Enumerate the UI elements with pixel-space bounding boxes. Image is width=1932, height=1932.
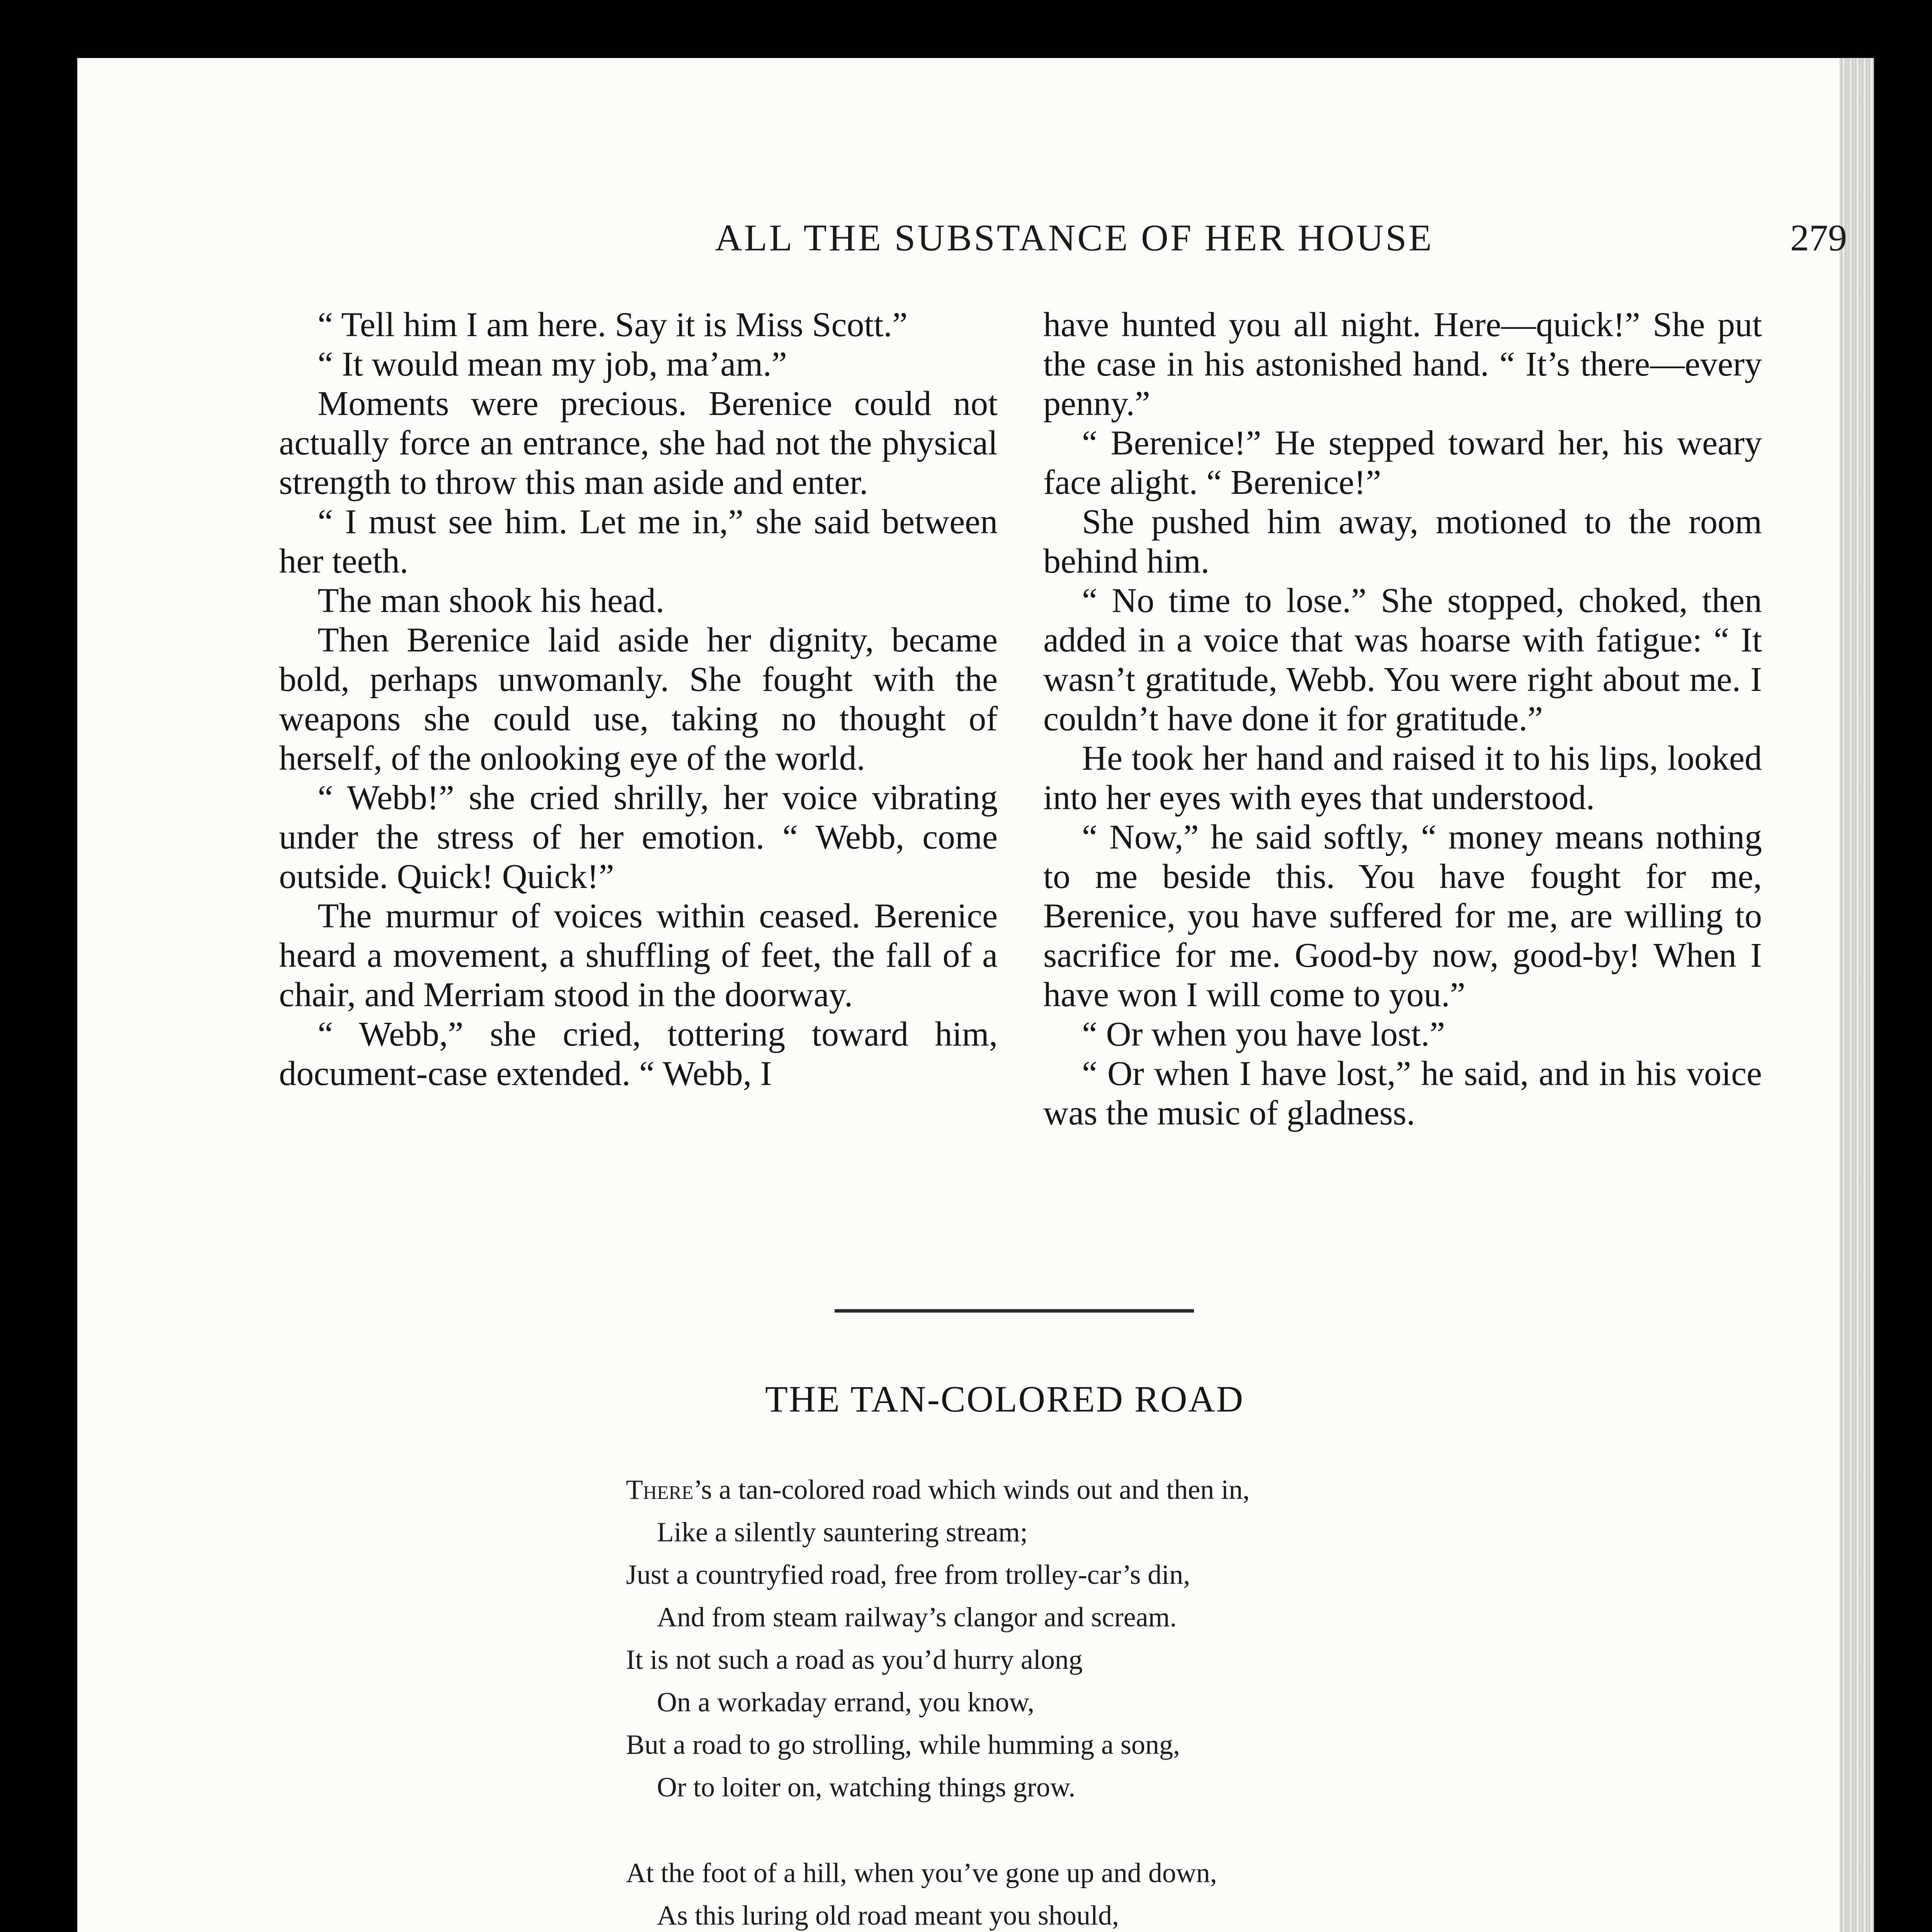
section-divider [835, 1309, 1194, 1313]
poem-line: Or to loiter on, watching things grow. [657, 1772, 1076, 1803]
poem-line: Just a countryfied road, free from trolley-car’s din, [626, 1559, 1190, 1590]
story-paragraph: “ No time to lose.” She stopped, choked, then added in a voice that was hoarse with fatigue: “ It wasn’t gratitude, Webb. You were right about me. I couldn’t have done it for gratitude.” [1043, 582, 1762, 738]
poem-line: At the foot of a hill, when you’ve gone up and down, [626, 1857, 1217, 1888]
poem-stanza [626, 1468, 1669, 1808]
story-paragraph: “ It would mean my job, ma’am.” [318, 345, 787, 383]
story-paragraph: “ Tell him I am here. Say it is Miss Scott.” [318, 306, 908, 344]
story-paragraph-continuation: have hunted you all night. Here—quick!” She put the case in his astonished hand. “ It’s there—every penny.” [1043, 306, 1762, 423]
story-paragraph: “ Webb!” she cried shrilly, her voice vibrating under the stress of her emotion. “ Webb, come outside. Quick! Quick!” [279, 779, 998, 896]
story-paragraph: “ Webb,” she cried, tottering toward him, document-case extended. “ Webb, I [279, 1015, 998, 1093]
poem-line [626, 1468, 1669, 1511]
poem-title: THE TAN-COLORED ROAD [765, 1378, 1244, 1420]
story-paragraph: He took her hand and raised it to his lips, looked into her eyes with eyes that understood. [1043, 739, 1762, 817]
story-paragraph: Then Berenice laid aside her dignity, became bold, perhaps unwomanly. She fought with the weapons she could use, taking no thought of herself, of the onlooking eye of the world. [279, 621, 998, 777]
poem-line: Like a silently sauntering stream; [657, 1517, 1028, 1548]
running-head: ALL THE SUBSTANCE OF HER HOUSE [715, 217, 1434, 259]
poem [626, 1468, 1669, 1932]
story-paragraph: Moments were precious. Berenice could not actually force an entrance, she had not the physical strength to throw this man aside and enter. [279, 384, 998, 502]
poem-line: On a workaday errand, you know, [657, 1687, 1035, 1718]
story-right-column [1043, 305, 1762, 1133]
page-number: 279 [1790, 217, 1847, 259]
story-paragraph: “ Berenice!” He stepped toward her, his weary face alight. “ Berenice!” [1043, 424, 1762, 502]
poem-stanza [626, 1852, 1669, 1932]
story-paragraph: “ I must see him. Let me in,” she said between her teeth. [279, 503, 998, 580]
story-paragraph: The murmur of voices within ceased. Berenice heard a movement, a shuffling of feet, the fall of a chair, and Merriam stood in the doorway. [279, 897, 998, 1014]
poem-line: As this luring old road meant you should, [657, 1900, 1119, 1931]
story-paragraph: “ Now,” he said softly, “ money means nothing to me beside this. You have fought for me, Berenice, you have suffered for me, are willing to sacrifice for me. Good-by now, good-by! When I have won I will come to you.” [1043, 818, 1762, 1014]
poem-line-text: ’s a tan-colored road which winds out and then in, [693, 1474, 1250, 1505]
poem-line: It is not such a road as you’d hurry along [626, 1644, 1083, 1675]
story-paragraph: The man shook his head. [318, 582, 665, 620]
story-left-column [279, 305, 998, 1094]
poem-first-word: There [626, 1474, 694, 1505]
poem-line: And from steam railway’s clangor and scream. [657, 1602, 1177, 1633]
story-paragraph: “ Or when you have lost.” [1082, 1015, 1445, 1053]
story-paragraph: She pushed him away, motioned to the room behind him. [1043, 503, 1762, 580]
page-edge [1839, 58, 1874, 1932]
story-paragraph: “ Or when I have lost,” he said, and in his voice was the music of gladness. [1043, 1054, 1762, 1132]
poem-line: But a road to go strolling, while humming a song, [626, 1729, 1180, 1760]
book-page [77, 58, 1874, 1932]
